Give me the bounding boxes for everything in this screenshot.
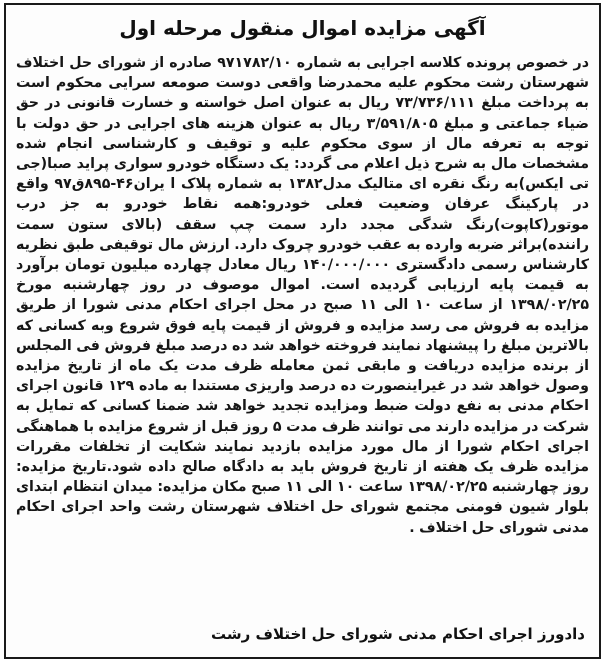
notice-body: در خصوص پرونده کلاسه اجرایی به شماره ۹۷۱۷۸۲/۱۰ صادره از شورای حل اختلاف شهرستان رشت محکوم علیه محمدرضا واقعی دوست صومعه سرایی محکوم است به پرداخت مبلغ ۷۳/۷۳۶/۱۱۱ ریال به عنوان اصل خواسته و خسارت قانونی در حق ضیاء جماعتی و مبلغ ۳/۵۹۱/۸۰۵ ریال به عنوان هزینه های اجرایی در حق دولت با توجه به تعرفه مال از سوی محکوم علیه و توقیف و کارشناسی انجام شده مشخصات مال به شرح ذیل اعلام می گردد: یک دستگاه خودرو سواری پراید صبا(جی تی ایکس)به رنگ نقره ای متالیک مدل۱۳۸۲ به شماره پلاک ا یران۴۶-۸۹۵ق۹۷ واقع در پارکینگ عرفان وضعیت فعلی خودرو:همه نقاط خودرو به جز درب موتور(کاپوت)رنگ شدگی مجدد دارد سمت چپ سقف (بالای ستون سمت راننده)براثر ضربه وارده به عقب خودرو چروک دارد. ارزش مال توقیفی طبق نظریه کارشناس رسمی دادگستری ۱۴۰/۰۰۰/۰۰۰ ریال معادل چهارده میلیون تومان برآورد به قیمت پایه ارزیابی گردیده است. اموال موصوف در روز چهارشنبه مورخ ۱۳۹۸/۰۲/۲۵ از ساعت ۱۰ الی ۱۱ صبح در محل اجرای احکام مدنی شورا از طریق مزایده به فروش می رسد مزایده و فروش از قیمت پایه فوق شروع وبه کسانی که بالاترین مبلغ را پیشنهاد نمایند فروخته خواهد شد ده درصد مبلغ فروش فی المجلس از برنده مزایده دریافت و مابقی ثمن معامله ظرف مدت یک ماه از تاریخ مزایده وصول خواهد شد در غیراینصورت ده درصد واریزی مستندا به ماده ۱۲۹ قانون اجرای احکام مدنی به نفع دولت ضبط ومزایده تجدید خواهد شد ضمنا کسانی که تمایل به شرکت در مزایده دارند می توانند ظرف مدت ۵ روز قبل از شروع مزایده با هماهنگی اجرای احکام شورا از مال مورد مزایده بازدید نمایند شکایت از تخلفات مقررات مزایده ظرف یک هفته از تاریخ فروش باید به دادگاه صالح داده شود.تاریخ مزایده: روز چهارشنبه ۱۳۹۸/۰۲/۲۵ ساعت ۱۰ الی ۱۱ صبح مکان مزایده: میدان انتظام ابتدای بلوار شیون فومنی مجتمع شورای حل اختلاف شهرستان رشت واحد اجرای احکام مدنی شورای حل اختلاف . (16, 55, 589, 536)
notice-frame (4, 3, 601, 659)
notice-title: آگهی مزایده اموال منقول مرحله اول (119, 16, 486, 40)
notice-signature: دادورز اجرای احکام مدنی شورای حل اختلاف رشت (211, 625, 585, 643)
